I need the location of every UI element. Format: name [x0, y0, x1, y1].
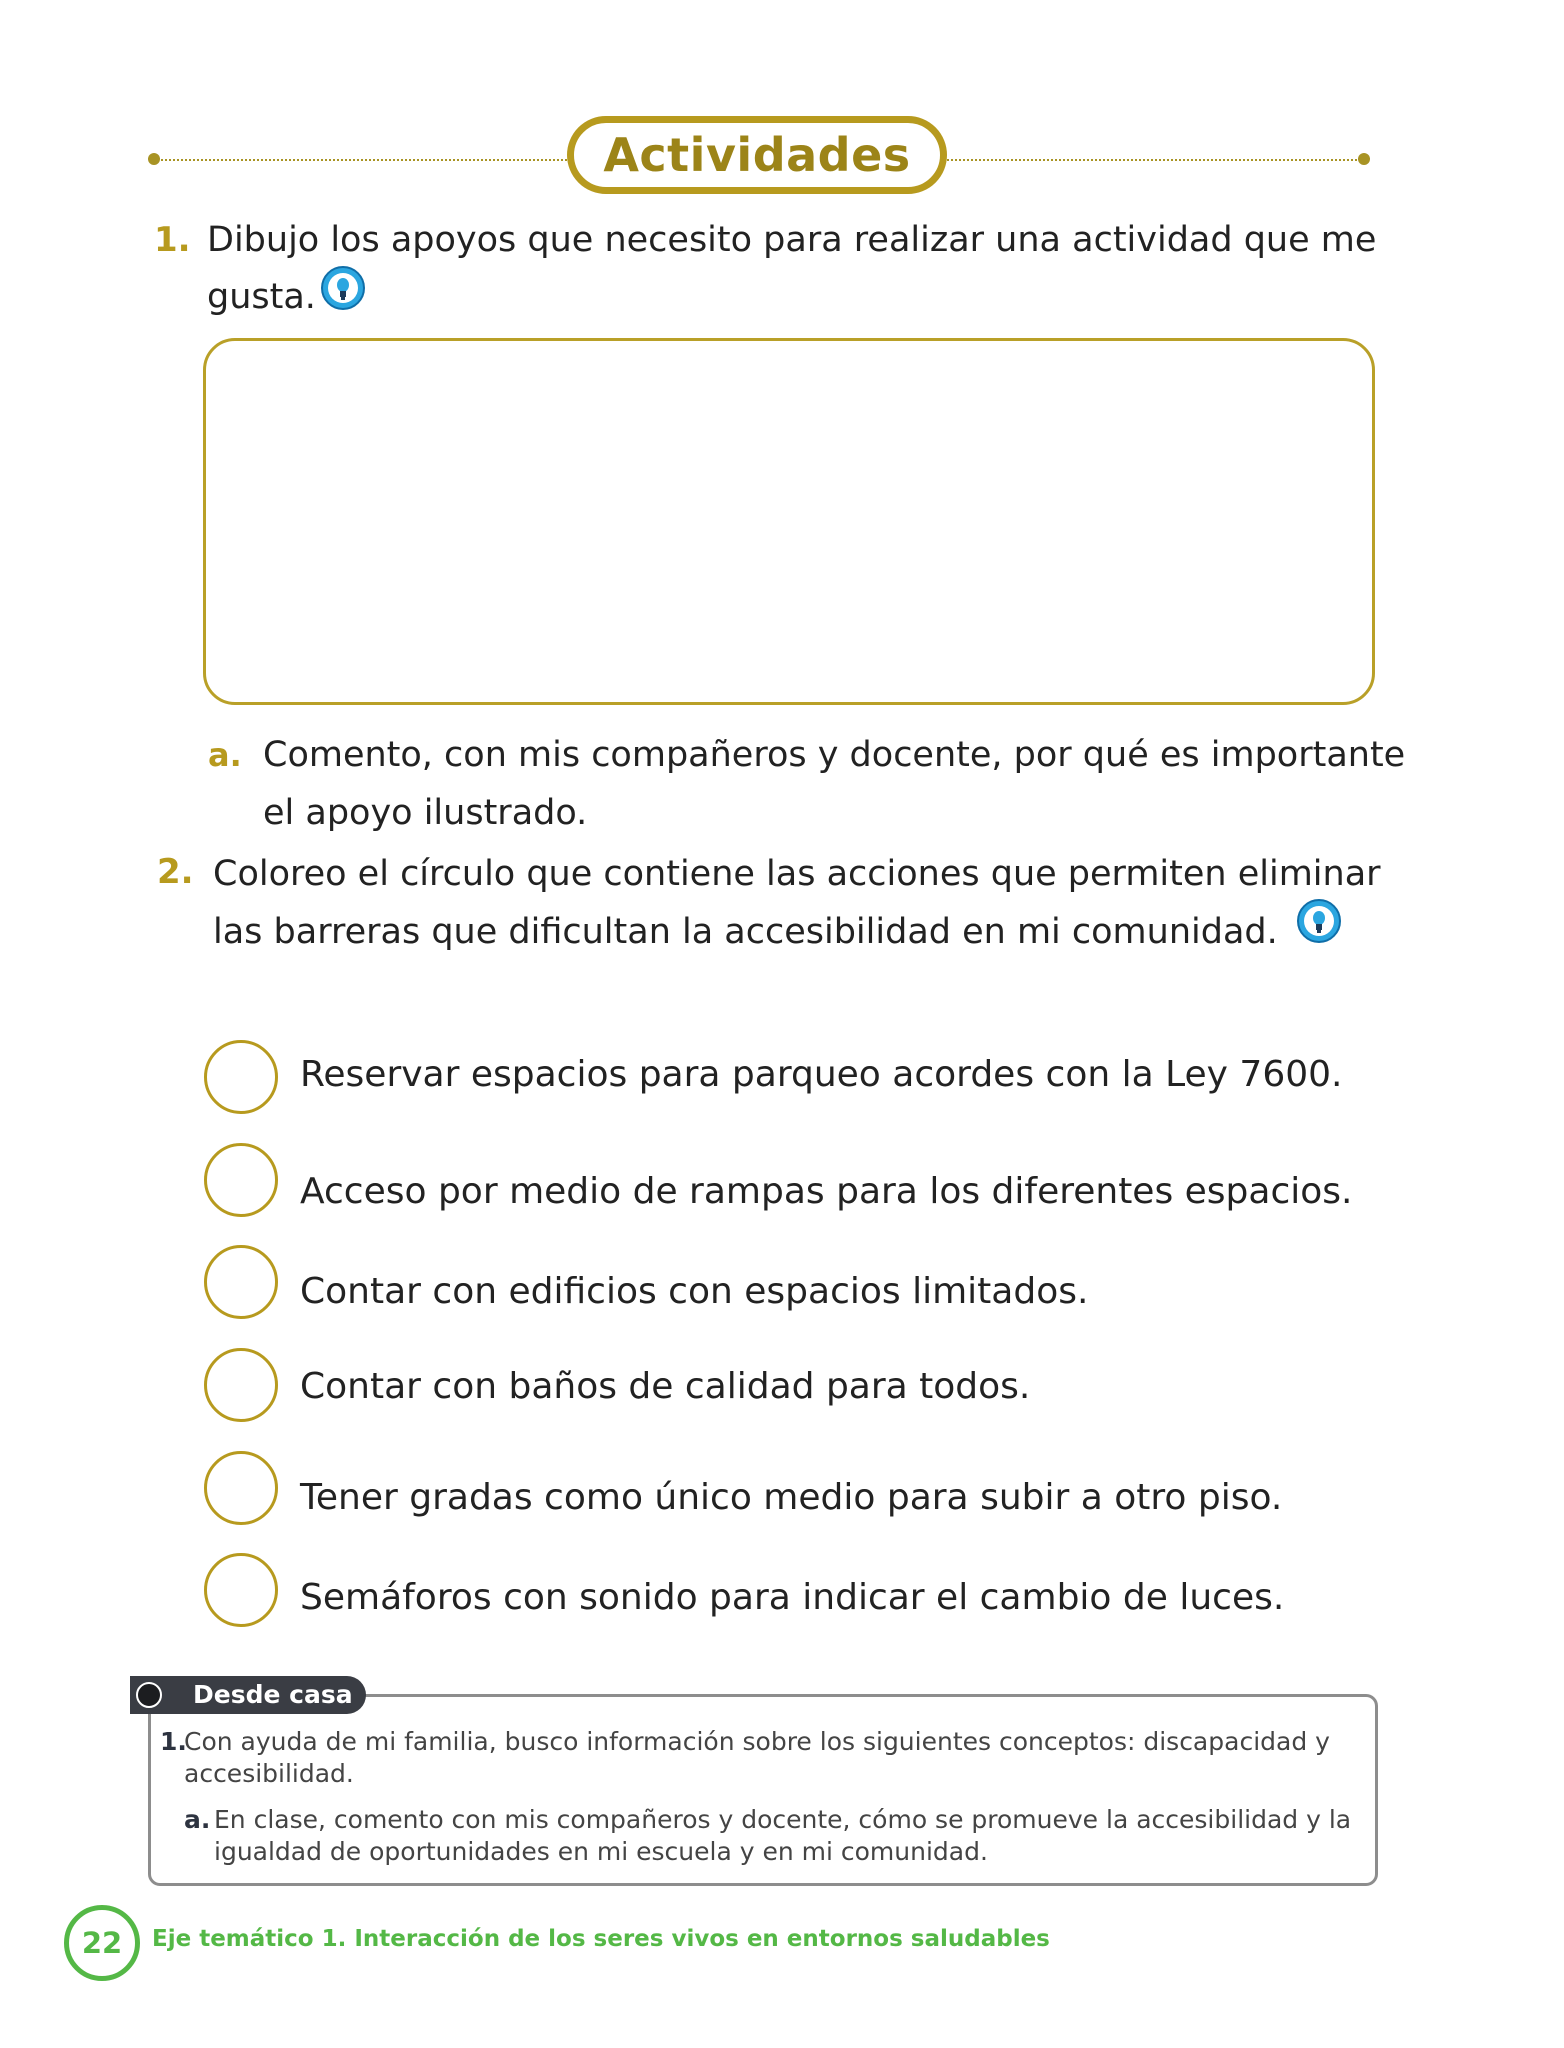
option-4-label: Contar con baños de calidad para todos. [300, 1366, 1031, 1407]
option-6-circle[interactable] [204, 1553, 278, 1627]
desde-casa-item1-line2: accesibilidad. [184, 1759, 354, 1788]
lightbulb-icon [1296, 898, 1342, 944]
desde-casa-item-a-line1: En clase, comento con mis compañeros y docente, cómo se promueve la accesibilidad y la [214, 1805, 1352, 1834]
option-6-label: Semáforos con sonido para indicar el cambio de luces. [300, 1577, 1285, 1618]
option-3-circle[interactable] [204, 1245, 278, 1319]
option-1 [204, 1040, 1404, 1120]
header-dot-right [1358, 153, 1370, 165]
header-rule-left [154, 159, 570, 161]
page-number-badge [64, 1905, 140, 1981]
activity-1a-line2: el apoyo ilustrado. [263, 793, 588, 833]
option-1-circle[interactable] [204, 1040, 278, 1114]
activity-1-text-line1: Dibujo los apoyos que necesito para realizar una actividad que me [207, 220, 1377, 260]
option-5 [204, 1451, 1404, 1531]
option-2-label: Acceso por medio de rampas para los diferentes espacios. [300, 1171, 1353, 1212]
desde-casa-title: Desde casa [193, 1680, 353, 1709]
desde-casa-item-a-letter: a. [184, 1805, 211, 1834]
page-number: 22 [81, 1926, 123, 1960]
option-3 [204, 1245, 1404, 1325]
drawing-area[interactable] [203, 338, 1375, 705]
activity-1a-letter: a. [208, 736, 242, 774]
option-1-label: Reservar espacios para parqueo acordes con la Ley 7600. [300, 1054, 1343, 1095]
option-2 [204, 1143, 1404, 1223]
header-rule-right [944, 159, 1364, 161]
activity-2-line2: las barreras que dificultan la accesibilidad en mi comunidad. [213, 912, 1278, 952]
activity-1a-line1: Comento, con mis compañeros y docente, por qué es importante [263, 735, 1406, 775]
option-4-circle[interactable] [204, 1348, 278, 1422]
lightbulb-icon [320, 265, 366, 311]
desde-casa-item-a-line2: igualdad de oportunidades en mi escuela y en mi comunidad. [214, 1837, 988, 1866]
option-5-label: Tener gradas como único medio para subir a otro piso. [300, 1477, 1283, 1518]
option-5-circle[interactable] [204, 1451, 278, 1525]
section-title-badge [567, 116, 947, 194]
activity-2-line1: Coloreo el círculo que contiene las acciones que permiten eliminar [213, 854, 1381, 894]
header-dot-left [148, 153, 160, 165]
desde-casa-item1-number: 1. [160, 1727, 187, 1756]
activity-1-number: 1. [154, 220, 191, 260]
desde-casa-circle-icon [136, 1682, 162, 1708]
option-6 [204, 1553, 1404, 1633]
option-3-label: Contar con edificios con espacios limitados. [300, 1271, 1089, 1312]
activity-2-number: 2. [157, 852, 194, 892]
footer-text: Eje temático 1. Interacción de los seres vivos en entornos saludables [152, 1926, 1050, 1952]
option-2-circle[interactable] [204, 1143, 278, 1217]
section-title: Actividades [603, 128, 911, 182]
activity-1-text-line2: gusta. [207, 277, 316, 317]
desde-casa-item1-line1: Con ayuda de mi familia, busco información sobre los siguientes conceptos: discapacidad y [184, 1727, 1330, 1756]
option-4 [204, 1348, 1404, 1428]
